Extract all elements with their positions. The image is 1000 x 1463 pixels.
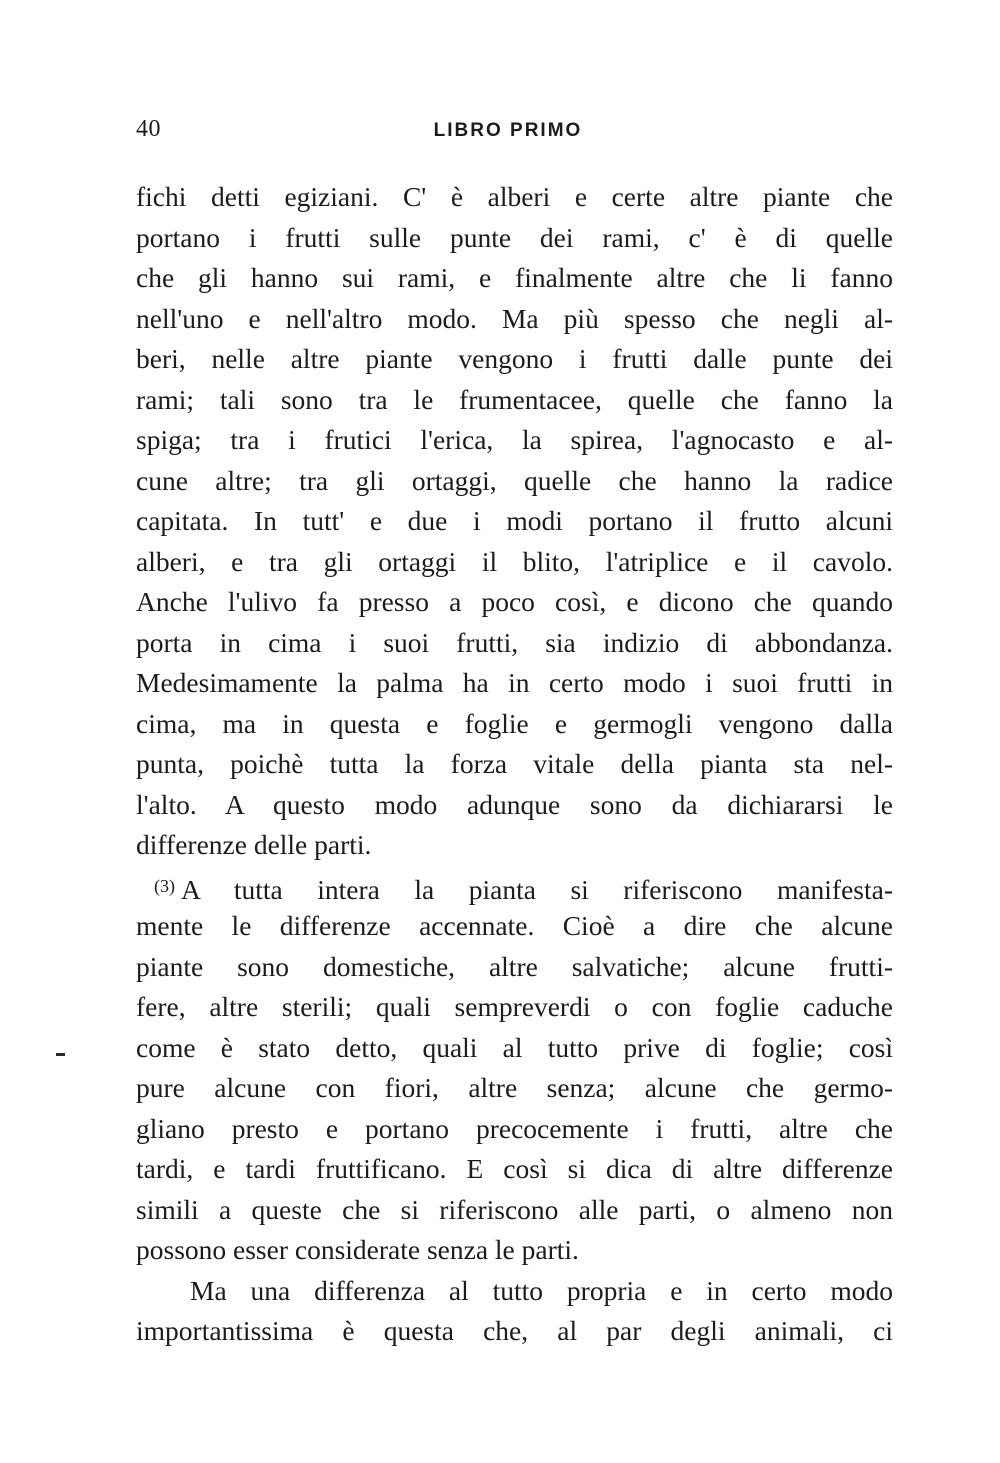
text-line: alberi, e tra gli ortaggi il blito, l'atriplice e il cavolo. bbox=[136, 545, 893, 577]
text-line: beri, nelle altre piante vengono i frutti dalle punte dei bbox=[136, 343, 893, 374]
text-line: fere, altre sterili; quali sempreverdi o con foglie caduche bbox=[136, 991, 893, 1022]
margin-mark bbox=[56, 1053, 65, 1056]
text-line: Anche l'ulivo fa presso a poco così, e dicono che quando bbox=[136, 586, 893, 617]
text-line: simili a queste che si riferiscono alle parti, o almeno non bbox=[136, 1193, 893, 1225]
text-line: fichi detti egiziani. C' è alberi e certe altre piante che bbox=[136, 181, 893, 212]
text-line: spiga; tra i frutici l'erica, la spirea, l'agnocasto e al- bbox=[136, 424, 893, 455]
text-line: porta in cima i suoi frutti, sia indizio di abbondanza. bbox=[136, 626, 893, 658]
paragraph-1 bbox=[136, 177, 893, 866]
page-body bbox=[136, 177, 893, 1352]
text-line: Medesimamente la palma ha in certo modo i suoi frutti in bbox=[136, 667, 893, 698]
text-line: cune altre; tra gli ortaggi, quelle che hanno la radice bbox=[136, 464, 893, 496]
text-line-content: A tutta intera la pianta si riferiscono manifesta- bbox=[181, 873, 893, 905]
text-line: punta, poichè tutta la forza vitale della pianta sta nel- bbox=[136, 748, 893, 779]
text-line: pure alcune con fiori, altre senza; alcune che germo- bbox=[136, 1072, 893, 1103]
text-line: che gli hanno sui rami, e finalmente altre che li fanno bbox=[136, 262, 893, 293]
page-number: 40 bbox=[136, 116, 161, 142]
text-line: importantissima è questa che, al par degli animali, ci bbox=[136, 1315, 893, 1346]
text-line: rami; tali sono tra le frumentacee, quelle che fanno la bbox=[136, 383, 893, 415]
text-line: differenze delle parti. bbox=[136, 829, 372, 860]
paragraph-3 bbox=[136, 1271, 893, 1352]
text-line: gliano presto e portano precocemente i frutti, altre che bbox=[136, 1112, 893, 1144]
text-line: nell'uno e nell'altro modo. Ma più spesso che negli al- bbox=[136, 302, 893, 334]
text-line: come è stato detto, quali al tutto prive di foglie; così bbox=[136, 1031, 893, 1063]
text-line: possono esser considerate senza le parti. bbox=[136, 1234, 579, 1265]
text-line: l'alto. A questo modo adunque sono da dichiararsi le bbox=[136, 788, 893, 820]
text-line: portano i frutti sulle punte dei rami, c' è di quelle bbox=[136, 221, 893, 253]
text-line: Ma una differenza al tutto propria e in certo modo bbox=[190, 1274, 893, 1306]
note-marker: (3) bbox=[154, 875, 175, 896]
text-line: capitata. In tutt' e due i modi portano il frutto alcuni bbox=[136, 505, 893, 536]
paragraph-2 bbox=[136, 866, 893, 1271]
running-title: LIBRO PRIMO bbox=[433, 120, 583, 141]
text-line: tardi, e tardi fruttificano. E così si dica di altre differenze bbox=[136, 1153, 893, 1184]
text-line: piante sono domestiche, altre salvatiche; alcune frutti- bbox=[136, 950, 893, 982]
text-line bbox=[136, 866, 893, 907]
text-line: cima, ma in questa e foglie e germogli vengono dalla bbox=[136, 707, 893, 739]
text-line: mente le differenze accennate. Cioè a dire che alcune bbox=[136, 910, 893, 941]
